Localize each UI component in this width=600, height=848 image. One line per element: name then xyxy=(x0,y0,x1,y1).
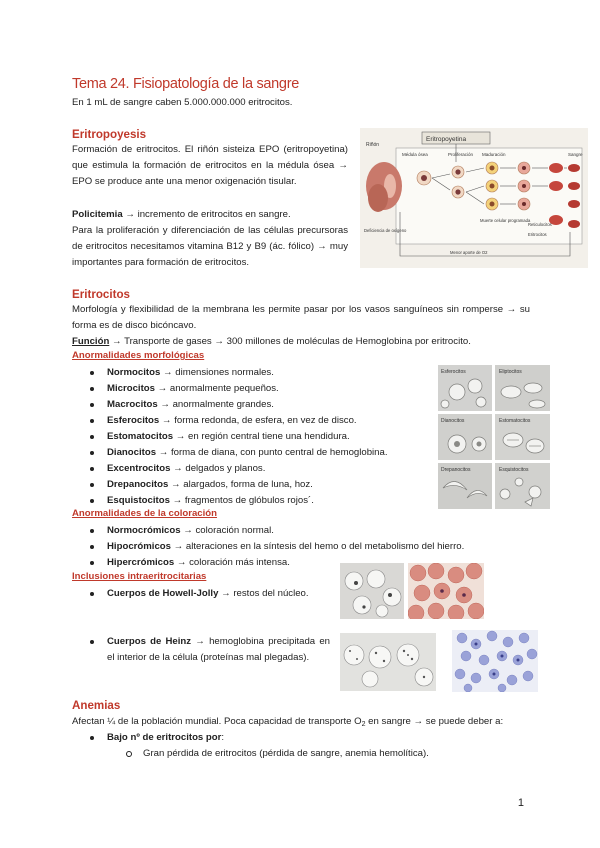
page-title: Tema 24. Fisiopatología de la sangre xyxy=(72,76,299,92)
morf-fig-label: Drepanocitos xyxy=(441,467,471,473)
anemias-paragraph: Afectan ¼ de la población mundial. Poca capacidad de transporte $O_2$ en sangre → se puede deber a: xyxy=(72,716,504,728)
howell-jolly-image-2 xyxy=(408,563,484,619)
fig-label-prolif: Proliferación xyxy=(448,152,474,157)
heinz-image-2 xyxy=(452,630,538,692)
morf-fig-label: Eliptocitos xyxy=(499,369,522,375)
morfologia-figure xyxy=(437,364,551,510)
fig-label-menor: Menor aporte de O2 xyxy=(450,250,488,255)
eritropoyesis-paragraph: Formación de eritrocitos. El riñón sisteiza EPO (eritropoyetina) que estimula la formación de eritrocitos en la médula ósea → EPO se produce ante una menor oxigenación tisular. xyxy=(72,144,348,188)
howell-jolly-image-1 xyxy=(340,563,404,619)
fig-label-medula: Médula ósea xyxy=(402,152,428,157)
fig-label-reticul: Reticulocitos xyxy=(528,222,552,227)
intro-text: En 1 mL de sangre caben 5.000.000.000 eritrocitos. xyxy=(72,97,293,108)
page-number: 1 xyxy=(517,797,524,809)
list-item: Cuerpos de Heinz → hemoglobina precipitada en el interior de la célula (proteínas mal plegadas). xyxy=(90,634,330,666)
funcion-def: → Transporte de gases → 300 millones de moléculas de Hemoglobina por eritrocito. xyxy=(109,336,471,347)
incl-heading: Inclusiones intraeritrocitarias xyxy=(72,571,207,582)
section-heading-eritropoyesis: Eritropoyesis xyxy=(72,128,147,141)
list-item: Gran pérdida de eritrocitos (pérdida de sangre, anemia hemolítica). xyxy=(126,746,429,762)
policitemia-line xyxy=(72,207,352,223)
fig-label-epo: Eritropoyetina xyxy=(426,136,467,143)
fig-label-muerte: Muerte celular programada xyxy=(480,218,531,223)
section-heading-anemias: Anemias xyxy=(72,699,121,712)
morf-fig-label: Estomatocitos xyxy=(499,418,531,424)
fig-label-madur: Maduración xyxy=(482,152,506,157)
morf-fig-label: Esquistocitos xyxy=(499,467,529,473)
col-heading: Anormalidades de la coloración xyxy=(72,508,218,519)
fig-label-rinon: Riñón xyxy=(366,142,380,148)
policitemia-def: → incremento de eritrocitos en sangre. xyxy=(122,209,291,220)
heinz-image-1 xyxy=(340,633,436,691)
proliferacion-paragraph: Para la proliferación y diferenciación de las células precursoras de eritrocitos necesitamos vitamina B12 y B9 (ác. fólico) → muy importantes para formación de eritrocitos. xyxy=(72,225,348,269)
fig-label-deficiencia: Deficiencia de oxígeno xyxy=(364,228,407,233)
eritropoyesis-diagram xyxy=(360,128,588,268)
morf-heading: Anormalidades morfológicas xyxy=(72,350,205,361)
fig-label-eritro: Eritrocitos xyxy=(528,232,547,237)
fig-label-sangre: Sangre xyxy=(568,152,583,157)
policitemia-term: Policitemia xyxy=(72,209,123,220)
morf-fig-label: Esferocitos xyxy=(441,369,466,375)
funcion-term: Función xyxy=(72,336,110,347)
eritrocitos-paragraph: Morfología y flexibilidad de la membrana les permite pasar por los vasos sanguíneos sin romperse → su forma es de disco bicóncavo. xyxy=(72,304,530,332)
section-heading-eritrocitos: Eritrocitos xyxy=(72,288,130,301)
funcion-line xyxy=(72,334,542,350)
morf-fig-label: Dianocitos xyxy=(441,418,465,424)
